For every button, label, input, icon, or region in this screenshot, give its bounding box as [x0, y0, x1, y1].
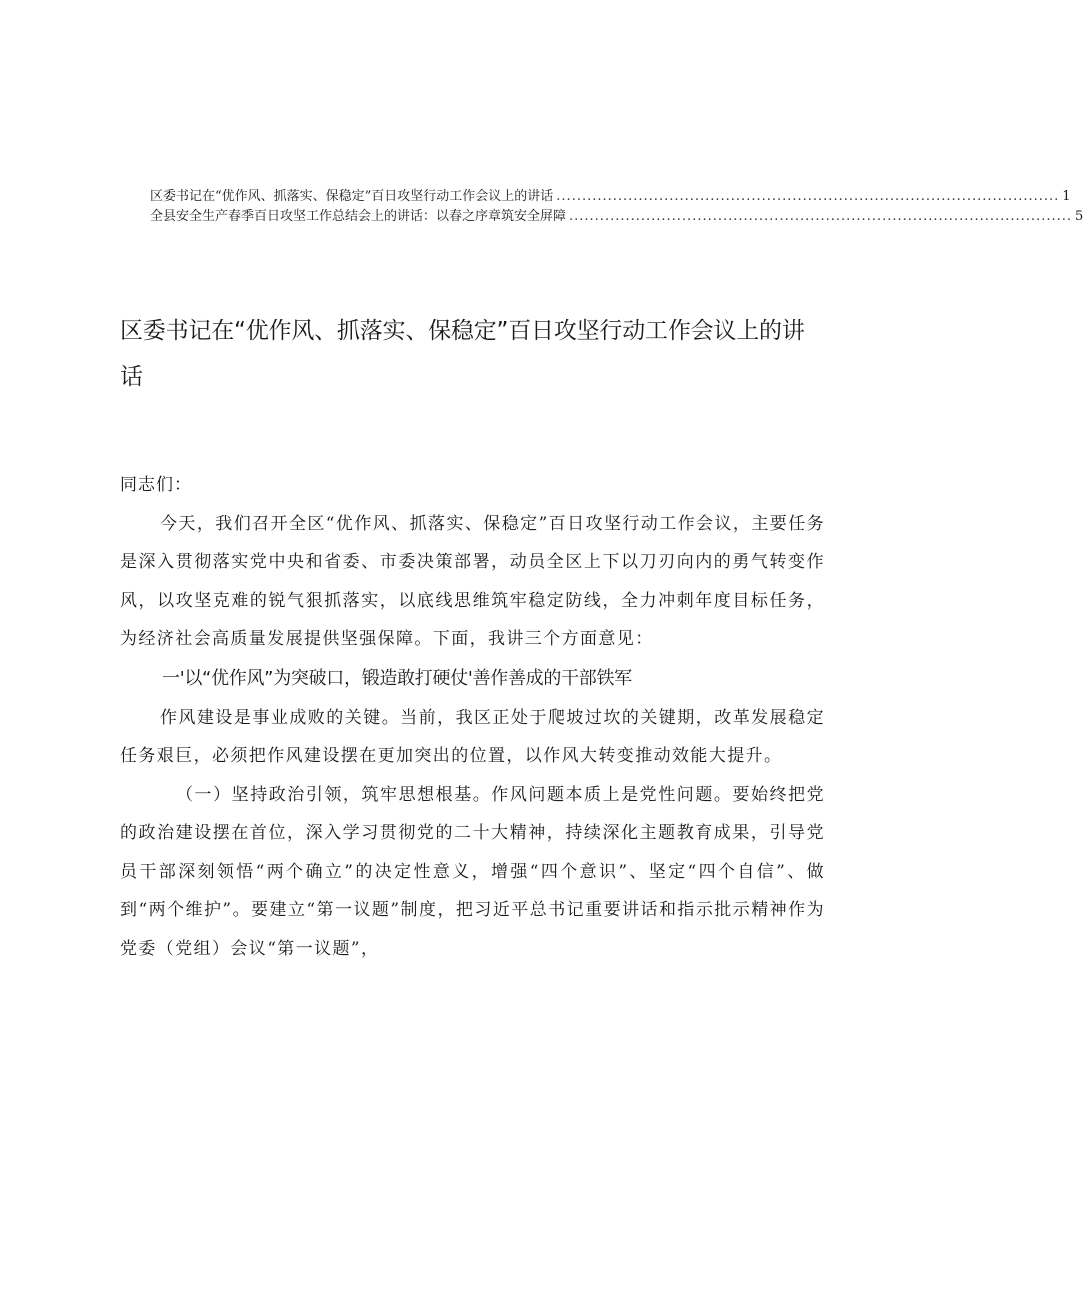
table-of-contents: [150, 187, 1083, 227]
toc-entry[interactable]: [150, 187, 1071, 207]
toc-entry-title: 全县安全生产春季百日攻坚工作总结会上的讲话：以春之序章筑安全屏障: [150, 209, 567, 224]
toc-entry-title: 区委书记在“优作风、抓落实、保稳定”百日攻坚行动工作会议上的讲话: [150, 189, 554, 204]
toc-leader-dots: ..................................................................................................: [556, 189, 1060, 204]
document-body: [120, 466, 825, 968]
greeting: 同志们：: [120, 475, 192, 495]
document-title: 区委书记在“优作风、抓落实、保稳定”百日攻坚行动工作会议上的讲话: [120, 318, 805, 390]
section-heading: 一'以“优作风”为突破口，锻造敢打硬仗'善作善成的干部铁军: [162, 667, 632, 689]
intro-paragraph: 今天，我们召开全区“优作风、抓落实、保稳定”百日攻坚行动工作会议，主要任务是深入贯彻落实党中央和省委、市委决策部署，动员全区上下以刀刃向内的勇气转变作风，以攻坚克难的锐气狠抓落实，以底线思维筑牢稳定防线，全力冲刺年度目标任务，为经济社会高质量发展提供坚强保障。下面，我讲三个方面意见：: [120, 513, 825, 649]
subsection-paragraph: （一）坚持政治引领，筑牢思想根基。作风问题本质上是党性问题。要始终把党的政治建设摆在首位，深入学习贯彻党的二十大精神，持续深化主题教育成果，引导党员干部深刻领悟“两个确立”的决定性意义，增强“四个意识”、坚定“四个自信”、做到“两个维护”。要建立“第一议题”制度，把习近平总书记重要讲话和指示批示精神作为党委（党组）会议“第一议题”，: [120, 784, 825, 959]
toc-entry[interactable]: [150, 207, 1083, 227]
toc-page-number: 1: [1062, 189, 1071, 204]
toc-page-number: 5: [1074, 209, 1083, 224]
section-paragraph: 作风建设是事业成败的关键。当前，我区正处于爬坡过坎的关键期，改革发展稳定任务艰巨，必须把作风建设摆在更加突出的位置，以作风大转变推动效能大提升。: [120, 707, 825, 766]
toc-leader-dots: ..................................................................................................: [569, 209, 1072, 224]
